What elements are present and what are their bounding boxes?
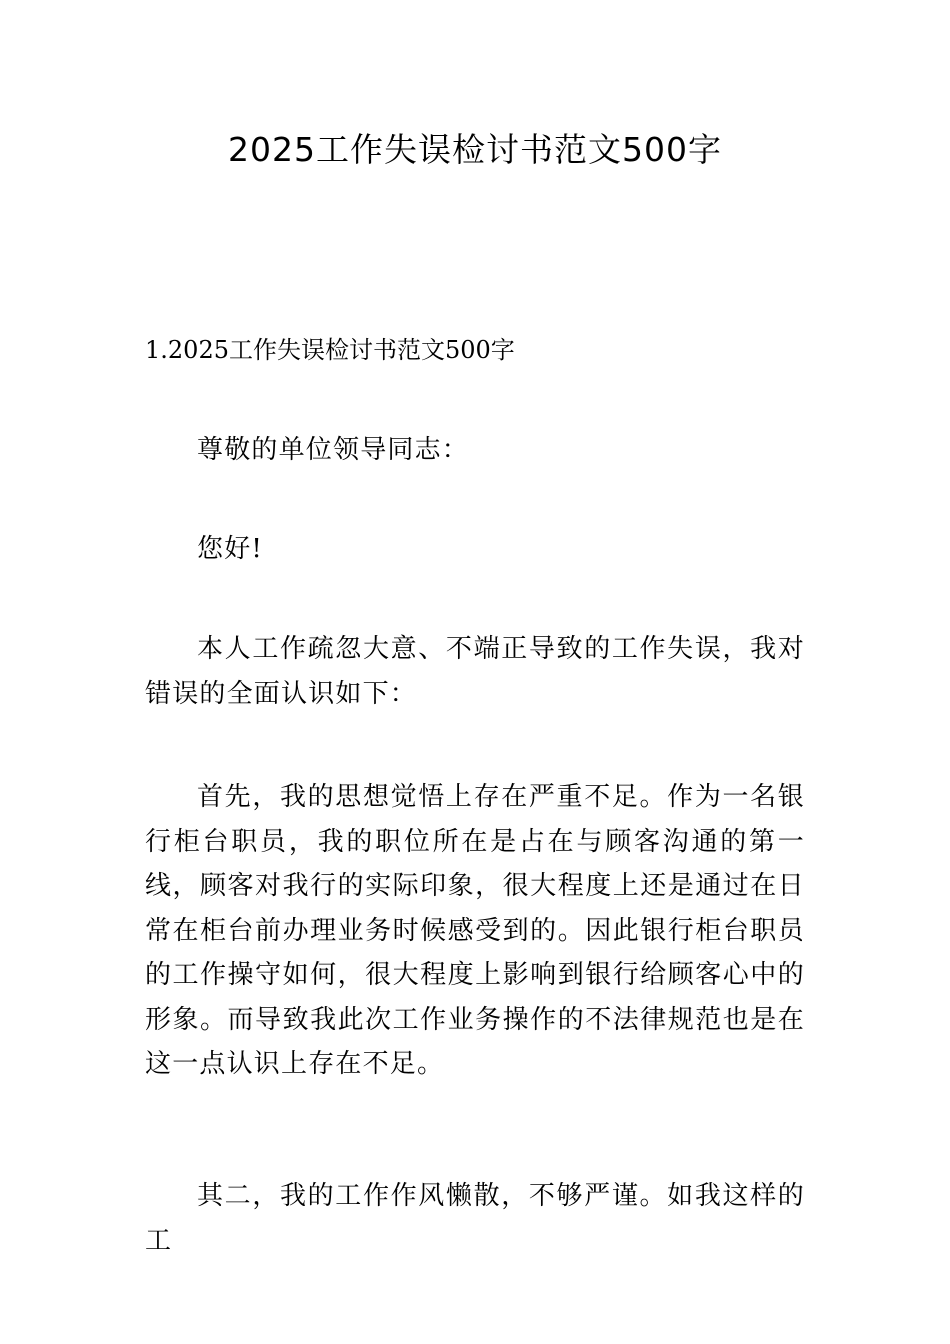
section-heading: 1.2025工作失误检讨书范文500字 — [145, 336, 515, 364]
intro-paragraph: 本人工作疏忽大意、不端正导致的工作失误，我对错误的全面认识如下： — [145, 634, 805, 709]
first-point-paragraph: 首先，我的思想觉悟上存在严重不足。作为一名银行柜台职员，我的职位所在是占在与顾客沟通的第一线，顾客对我行的实际印象，很大程度上还是通过在日常在柜台前办理业务时候感受到的。因此银行柜台职员的工作操守如何，很大程度上影响到银行给顾客心中的形象。而导致我此次工作业务操作的不法律规范也是在这一点认识上存在不足。 — [145, 782, 805, 1079]
second-point-paragraph: 其二，我的工作作风懒散，不够严谨。如我这样的工 — [145, 1181, 805, 1256]
salutation-paragraph: 尊敬的单位领导同志： — [197, 435, 470, 465]
document-title: 2025工作失误检讨书范文500字 — [228, 130, 722, 169]
greeting-paragraph: 您好! — [197, 534, 264, 564]
